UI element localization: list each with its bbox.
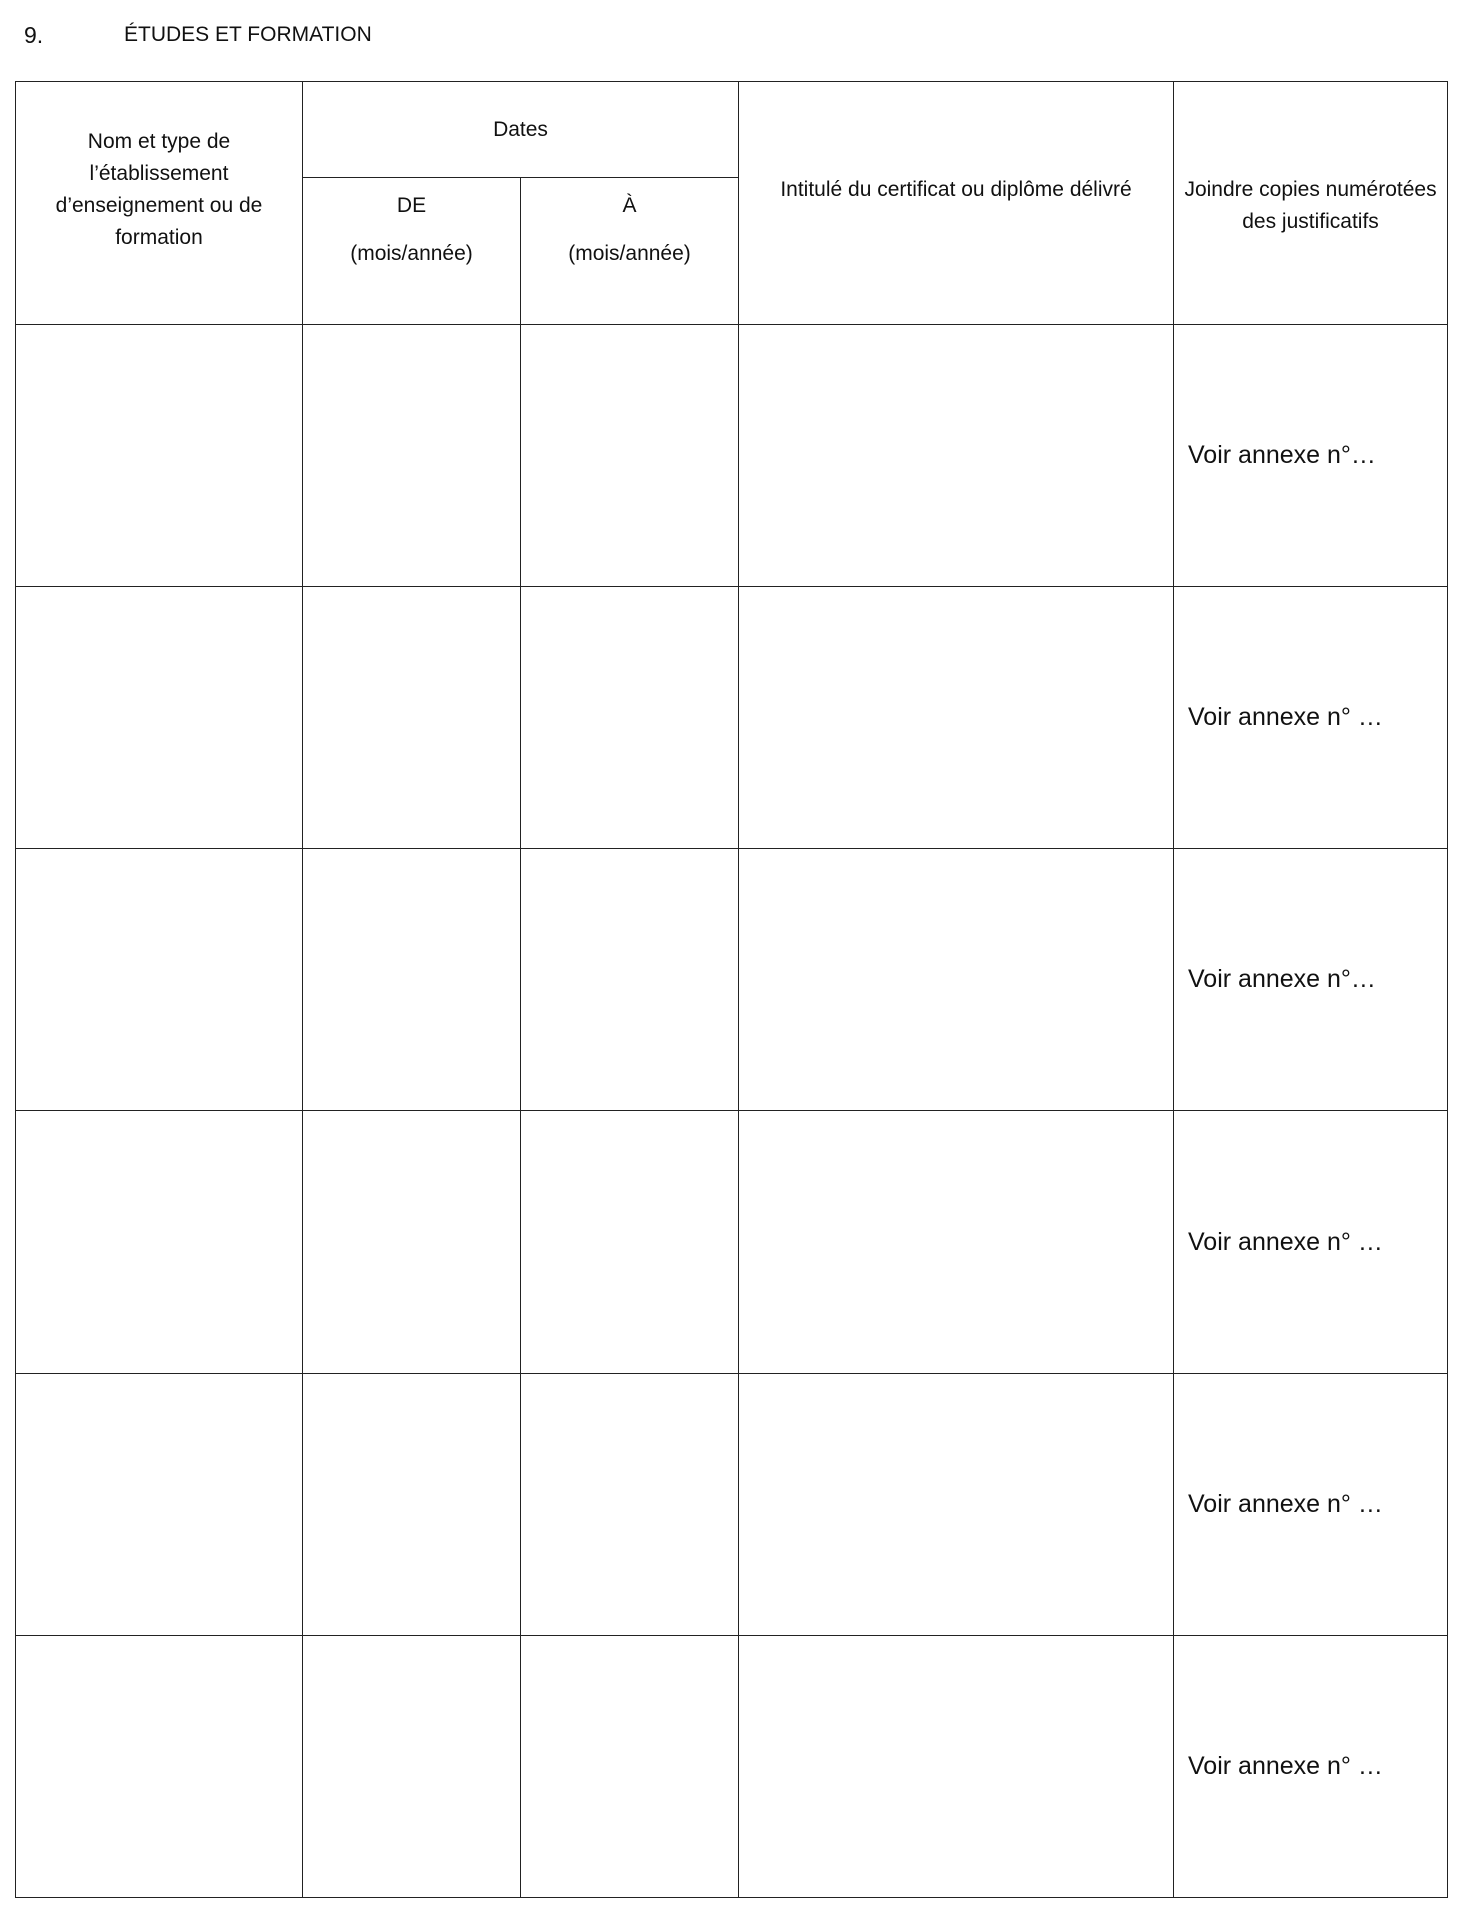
date-to-cell[interactable] — [521, 1635, 739, 1897]
institution-cell[interactable] — [16, 587, 303, 849]
table-row — [16, 325, 1448, 587]
date-from-cell[interactable] — [303, 587, 521, 849]
header-date-from — [303, 178, 521, 325]
header-date-to-hint: (mois/année) — [568, 242, 691, 265]
date-to-cell[interactable] — [521, 587, 739, 849]
annex-reference: Voir annexe n°… — [1188, 965, 1376, 994]
annex-cell[interactable] — [1174, 1373, 1448, 1635]
table-row — [16, 587, 1448, 849]
annex-cell[interactable] — [1174, 849, 1448, 1111]
date-from-cell[interactable] — [303, 325, 521, 587]
certificate-cell[interactable] — [739, 849, 1174, 1111]
certificate-cell[interactable] — [739, 587, 1174, 849]
header-certificate: Intitulé du certificat ou diplôme délivré — [739, 82, 1174, 325]
date-from-cell[interactable] — [303, 1373, 521, 1635]
header-date-from-label: DE — [396, 194, 427, 217]
annex-cell[interactable] — [1174, 1635, 1448, 1897]
section-title: ÉTUDES ET FORMATION — [124, 23, 372, 46]
section-number: 9. — [24, 22, 44, 48]
date-from-cell[interactable] — [303, 1111, 521, 1373]
date-to-cell[interactable] — [521, 849, 739, 1111]
header-dates: Dates — [303, 82, 739, 178]
header-date-to-label: À — [622, 194, 637, 217]
header-institution: Nom et type de l’établissement d’enseignement ou de formation — [16, 82, 303, 325]
annex-cell[interactable] — [1174, 325, 1448, 587]
certificate-cell[interactable] — [739, 325, 1174, 587]
institution-cell[interactable] — [16, 1111, 303, 1373]
certificate-cell[interactable] — [739, 1373, 1174, 1635]
header-date-to — [521, 178, 739, 325]
annex-cell[interactable] — [1174, 1111, 1448, 1373]
annex-reference: Voir annexe n° … — [1188, 1489, 1383, 1518]
institution-cell[interactable] — [16, 1635, 303, 1897]
header-attachments: Joindre copies numérotées des justificatifs — [1174, 82, 1448, 325]
education-table — [15, 81, 1448, 1898]
annex-reference: Voir annexe n° … — [1188, 703, 1383, 732]
header-date-from-hint: (mois/année) — [350, 242, 473, 265]
annex-reference: Voir annexe n° … — [1188, 1227, 1383, 1256]
date-to-cell[interactable] — [521, 325, 739, 587]
date-to-cell[interactable] — [521, 1111, 739, 1373]
certificate-cell[interactable] — [739, 1111, 1174, 1373]
institution-cell[interactable] — [16, 325, 303, 587]
table-row — [16, 1111, 1448, 1373]
certificate-cell[interactable] — [739, 1635, 1174, 1897]
date-from-cell[interactable] — [303, 1635, 521, 1897]
date-from-cell[interactable] — [303, 849, 521, 1111]
annex-reference: Voir annexe n°… — [1188, 441, 1376, 470]
annex-cell[interactable] — [1174, 587, 1448, 849]
institution-cell[interactable] — [16, 849, 303, 1111]
institution-cell[interactable] — [16, 1373, 303, 1635]
date-to-cell[interactable] — [521, 1373, 739, 1635]
annex-reference: Voir annexe n° … — [1188, 1751, 1383, 1780]
table-row — [16, 1635, 1448, 1897]
table-row — [16, 849, 1448, 1111]
table-row — [16, 1373, 1448, 1635]
